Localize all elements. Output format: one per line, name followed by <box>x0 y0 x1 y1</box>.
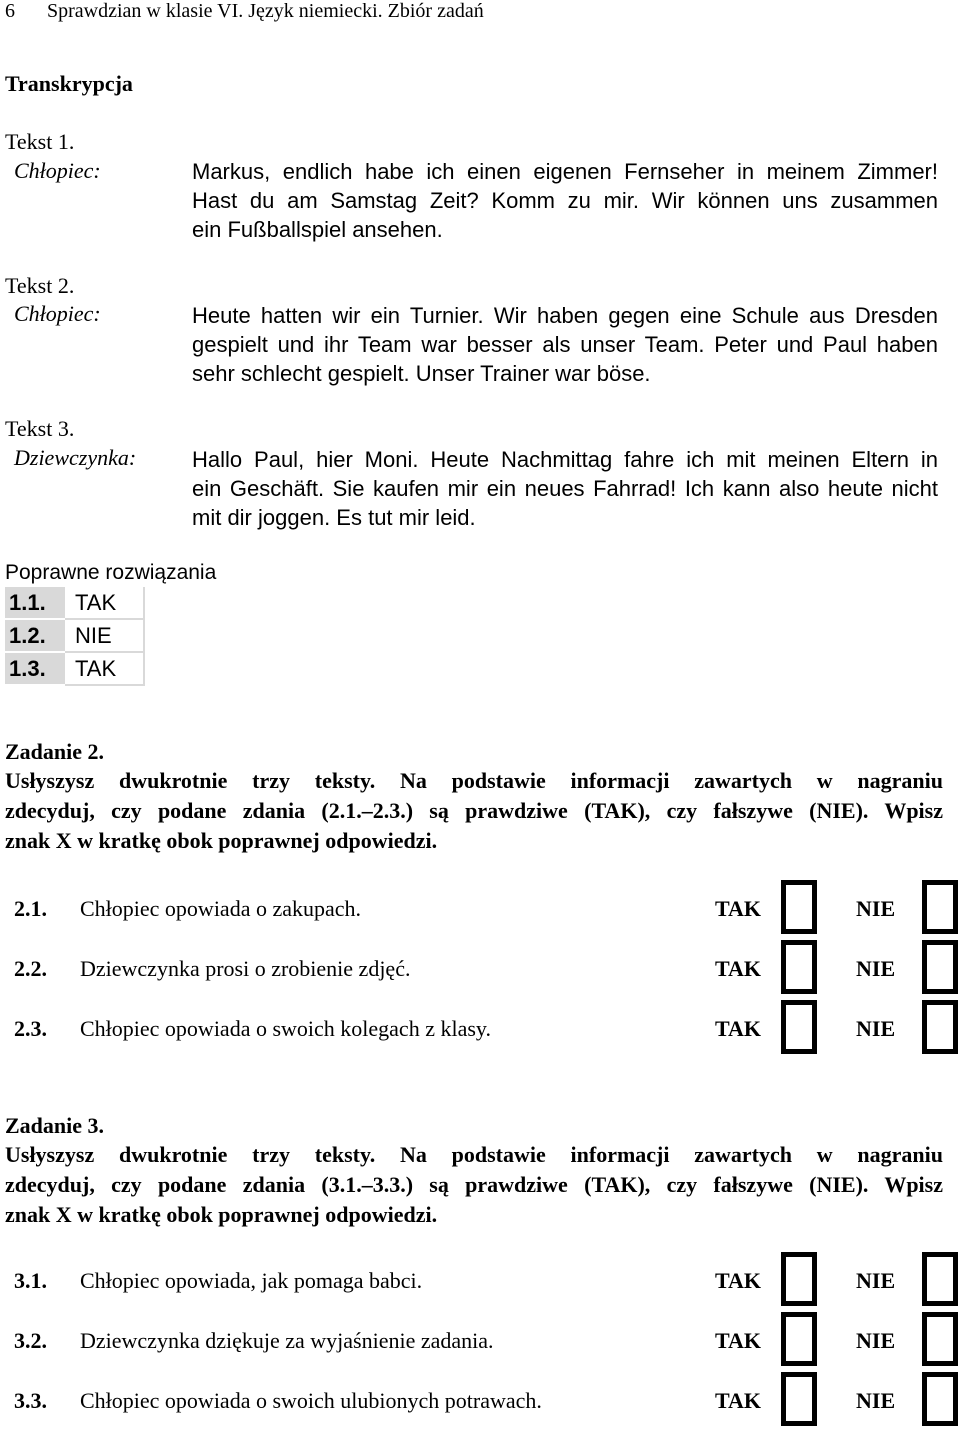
item-statement: Dziewczynka dziękuje za wyjaśnienie zadania. <box>80 1328 494 1353</box>
tak-label: TAK <box>715 1016 762 1041</box>
answer-number: 1.2. <box>5 619 65 652</box>
text-2-label: Tekst 2. <box>5 273 75 298</box>
answer-row <box>5 652 144 685</box>
item-number: 3.3. <box>14 1388 47 1413</box>
tak-checkbox[interactable] <box>781 1372 817 1426</box>
task-3-instruction-line: znak X w kratkę obok poprawnej odpowiedzi. <box>5 1202 438 1227</box>
text-3-speaker: Dziewczynka: <box>14 445 137 470</box>
tak-label: TAK <box>715 1268 762 1293</box>
nie-checkbox[interactable] <box>922 880 958 934</box>
item-statement: Chłopiec opowiada o zakupach. <box>80 896 362 921</box>
nie-checkbox[interactable] <box>922 940 958 994</box>
answer-value: TAK <box>65 652 144 685</box>
text-3-label: Tekst 3. <box>5 416 75 441</box>
answers-table <box>5 587 145 686</box>
text-3-body <box>192 445 938 532</box>
text-2-line: gespielt und ihr Team war besser als unser Team. Peter und Paul haben <box>192 332 938 357</box>
tak-checkbox[interactable] <box>781 1252 817 1306</box>
task-2-title: Zadanie 2. <box>5 739 105 764</box>
tak-label: TAK <box>715 896 762 921</box>
nie-label: NIE <box>856 1328 896 1353</box>
tak-label: TAK <box>715 956 762 981</box>
item-number: 3.2. <box>14 1328 47 1353</box>
nie-label: NIE <box>856 1016 896 1041</box>
text-2-line: Heute hatten wir ein Turnier. Wir haben gegen eine Schule aus Dresden <box>192 303 938 328</box>
nie-checkbox[interactable] <box>922 1312 958 1366</box>
nie-label: NIE <box>856 896 896 921</box>
answer-value: TAK <box>65 587 144 619</box>
task-2-instruction-line: znak X w kratkę obok poprawnej odpowiedzi. <box>5 828 438 853</box>
answer-number: 1.3. <box>5 652 65 685</box>
tak-label: TAK <box>715 1388 762 1413</box>
item-number: 2.3. <box>14 1016 47 1041</box>
text-3-line: Hallo Paul, hier Moni. Heute Nachmittag fahre ich mit meinen Eltern in <box>192 447 938 472</box>
text-2-speaker: Chłopiec: <box>14 301 101 326</box>
tak-checkbox[interactable] <box>781 880 817 934</box>
nie-label: NIE <box>856 1268 896 1293</box>
page-number: 6 <box>5 0 15 22</box>
tak-label: TAK <box>715 1328 762 1353</box>
text-1-speaker: Chłopiec: <box>14 158 101 183</box>
item-number: 3.1. <box>14 1268 47 1293</box>
text-2-line: sehr schlecht gespielt. Unser Trainer war böse. <box>192 361 651 386</box>
task-2-instruction-line: Usłyszysz dwukrotnie trzy teksty. Na podstawie informacji zawartych w nagraniu <box>5 768 943 793</box>
text-1-line: Hast du am Samstag Zeit? Komm zu mir. Wir können uns zusammen <box>192 188 938 213</box>
text-2-body <box>192 301 938 388</box>
item-statement: Chłopiec opowiada o swoich ulubionych potrawach. <box>80 1388 542 1413</box>
task-3-instruction-line: Usłyszysz dwukrotnie trzy teksty. Na podstawie informacji zawartych w nagraniu <box>5 1142 943 1167</box>
text-1-body <box>192 157 938 244</box>
transcript-heading: Transkrypcja <box>5 71 133 96</box>
answer-row <box>5 587 144 619</box>
nie-checkbox[interactable] <box>922 1372 958 1426</box>
page-header <box>5 0 484 23</box>
item-number: 2.1. <box>14 896 47 921</box>
text-3-line: ein Geschäft. Sie kaufen mir ein neues Fahrrad! Ich kann also heute nicht <box>192 476 938 501</box>
item-number: 2.2. <box>14 956 47 981</box>
item-statement: Chłopiec opowiada, jak pomaga babci. <box>80 1268 423 1293</box>
answers-title: Poprawne rozwiązania <box>5 561 217 584</box>
item-statement: Chłopiec opowiada o swoich kolegach z klasy. <box>80 1016 491 1041</box>
answer-number: 1.1. <box>5 587 65 619</box>
text-3-line: mit dir joggen. Es tut mir leid. <box>192 505 476 530</box>
text-1-label: Tekst 1. <box>5 129 75 154</box>
tak-checkbox[interactable] <box>781 1000 817 1054</box>
nie-label: NIE <box>856 1388 896 1413</box>
task-3-instruction-line: zdecyduj, czy podane zdania (3.1.–3.3.) są prawdziwe (TAK), czy fałszywe (NIE). Wpisz <box>5 1172 943 1197</box>
task-2-instruction <box>5 766 943 856</box>
text-1-line: Markus, endlich habe ich einen eigenen Fernseher in meinem Zimmer! <box>192 159 938 184</box>
answer-row <box>5 619 144 652</box>
tak-checkbox[interactable] <box>781 940 817 994</box>
nie-checkbox[interactable] <box>922 1000 958 1054</box>
nie-checkbox[interactable] <box>922 1252 958 1306</box>
tak-checkbox[interactable] <box>781 1312 817 1366</box>
item-statement: Dziewczynka prosi o zrobienie zdjęć. <box>80 956 411 981</box>
task-2-instruction-line: zdecyduj, czy podane zdania (2.1.–2.3.) są prawdziwe (TAK), czy fałszywe (NIE). Wpisz <box>5 798 943 823</box>
answer-value: NIE <box>65 619 144 652</box>
header-title: Sprawdzian w klasie VI. Język niemiecki. Zbiór zadań <box>47 0 484 22</box>
task-3-instruction <box>5 1140 943 1230</box>
task-3-title: Zadanie 3. <box>5 1113 105 1138</box>
nie-label: NIE <box>856 956 896 981</box>
text-1-line: ein Fußballspiel ansehen. <box>192 217 443 242</box>
